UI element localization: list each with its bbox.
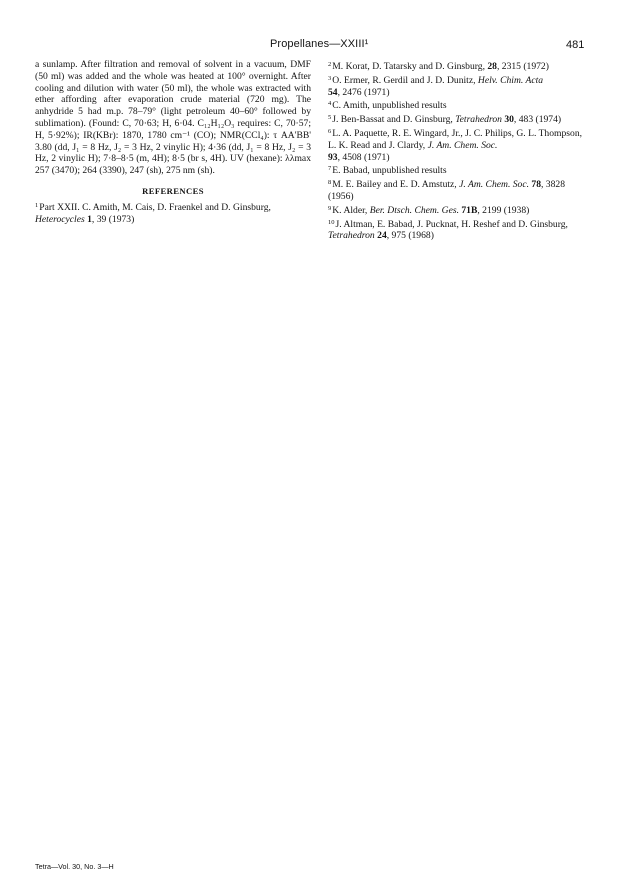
experimental-paragraph: a sunlamp. After filtration and removal of solvent in a vacuum, DMF (50 ml) was added and the whole was heated at 100° overnight. After cooling and dilution with water (50 ml), the whole was extracted with ether affording after evaporation crude material (720 mg). The anhydride 5 had m.p. 78–79° (light petroleum 40–60° followed by sublimation). (Found: C, 70·63; H, 6·04. C₁₂H₁₂O₃ requires: C, 70·57; H, 5·92%); IR(KBr): 1870, 1780 cm⁻¹ (CO); NMR(CCl₄): τ AA'BB' 3.80 (dd, J₁ = 8 Hz, J₂ = 3 Hz, 2 vinylic H); 4·36 (dd, J₁ = 8 Hz, J₂ = 3 Hz, 2 vinylic H); 7·8–8·5 (m, 4H); 8·5 (br s, 4H). UV (hexane): λλmax 257 (3470); 264 (3390), 247 (sh), 275 nm (sh).: [35, 59, 311, 177]
reference-4: $^4$C. Amith, unpublished results: [328, 100, 447, 112]
volume-number: 71B: [461, 204, 478, 216]
journal-name: Ber. Dtsch. Chem. Ges.: [369, 204, 459, 216]
volume-number: 54: [328, 86, 338, 98]
reference-2: $^2$M. Korat, D. Tatarsky and D. Ginsburg, 28, 2315 (1972): [328, 61, 549, 72]
journal-name: Helv. Chim. Acta: [477, 74, 544, 86]
reference-number: 1: [35, 201, 39, 209]
journal-name: Tetrahedron: [328, 230, 375, 242]
page-header: [0, 0, 623, 60]
references-heading: REFERENCES: [142, 185, 204, 196]
journal-name: J. Am. Chem. Soc.: [459, 179, 529, 191]
reference-number: 3: [328, 74, 332, 82]
reference-number: 6: [328, 127, 332, 135]
volume-number: 30: [504, 114, 514, 126]
volume-number: 1: [87, 213, 92, 225]
reference-number: 9: [328, 204, 332, 212]
reference-number: 7: [328, 165, 332, 173]
reference-number: 10: [328, 218, 335, 226]
reference-number: 8: [328, 179, 332, 187]
reference-number: 4: [328, 100, 332, 108]
reference-1: $^1$Part XXII. C. Amith, M. Cais, D. Fraenkel and D. Ginsburg, Heterocycles 1, 39 (1973): [35, 201, 271, 225]
reference-3: $^3$O. Ermer, R. Gerdil and J. D. Dunitz, Helv. Chim. Acta 54, 2476 (1971): [328, 74, 544, 98]
page-footer: Tetra—Vol. 30, No. 3—H: [35, 862, 114, 871]
left-column: [35, 59, 311, 225]
volume-number: 28: [487, 61, 497, 72]
reference-7: $^7$E. Babad, unpublished results: [328, 165, 447, 177]
reference-number: 2: [328, 61, 332, 68]
journal-name: J. Am. Chem. Soc.: [427, 139, 498, 151]
journal-name: Tetrahedron: [455, 114, 502, 126]
reference-5: $^5$J. Ben-Bassat and D. Ginsburg, Tetrahedron 30, 483 (1974): [328, 114, 562, 126]
reference-8: $^8$M. E. Bailey and E. D. Amstutz, J. Am. Chem. Soc. 78, 3828 (1956): [328, 179, 565, 202]
volume-number: 93: [328, 151, 338, 163]
volume-number: 24: [377, 230, 387, 242]
reference-9: $^9$K. Alder, Ber. Dtsch. Chem. Ges. 71B, 2199 (1938): [328, 204, 530, 216]
page-number: 481: [566, 39, 585, 51]
reference-6: $^6$L. A. Paquette, R. E. Wingard, Jr., J. C. Philips, G. L. Thompson, L. K. Read and J. Clardy, J. Am. Chem. Soc. 93, 4508 (1971): [328, 127, 583, 163]
reference-10: $^{10}$J. Altman, E. Babad, J. Pucknat, H. Reshef and D. Ginsburg, Tetrahedron 24, 975 (1968): [328, 218, 568, 242]
right-column: [328, 59, 590, 242]
journal-name: Heterocycles: [35, 213, 85, 225]
reference-number: 5: [328, 114, 332, 122]
running-title: Propellanes—XXIII¹: [270, 38, 369, 50]
volume-number: 78: [531, 179, 541, 191]
